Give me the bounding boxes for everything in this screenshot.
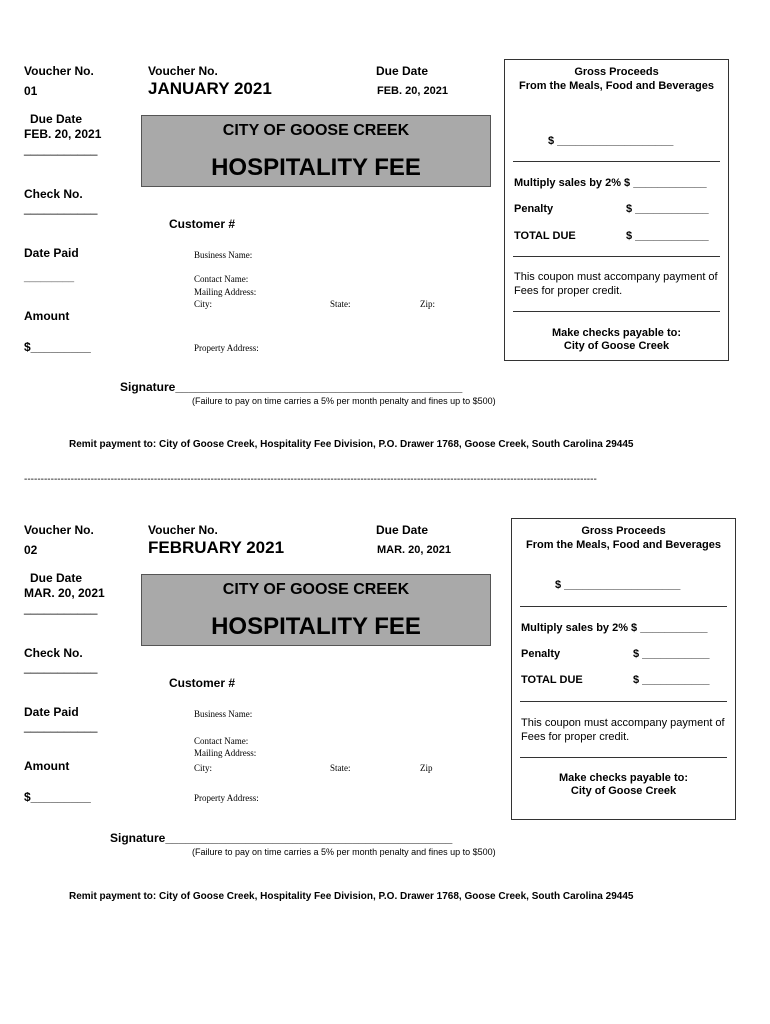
customer-label: Customer # [169, 217, 236, 231]
penalty-label: Penalty [521, 648, 561, 660]
gross-proceeds-title: Gross Proceeds [581, 525, 666, 537]
gross-proceeds-box [511, 518, 736, 820]
due-date-label: Due Date [376, 64, 429, 78]
make-checks-label: Make checks payable to: [551, 327, 681, 339]
gross-line[interactable]: $ ___________________ [548, 135, 674, 147]
gross-proceeds-sub: From the Meals, Food and Beverages [526, 539, 721, 551]
date-paid-label: Date Paid [24, 705, 79, 719]
left-due-date: FEB. 20, 2021 [24, 127, 102, 141]
divider [513, 311, 720, 312]
signature-line[interactable]: Signature___________________________________________ [110, 831, 453, 845]
multiply-label[interactable]: Multiply sales by 2% $ ___________ [521, 622, 708, 634]
make-checks-label: Make checks payable to: [558, 772, 688, 784]
multiply-label[interactable]: Multiply sales by 2% $ ____________ [514, 177, 707, 189]
voucher-month: FEBRUARY 2021 [148, 538, 285, 557]
voucher-month: JANUARY 2021 [148, 79, 272, 98]
voucher-no-label-2: Voucher No. [148, 64, 218, 78]
zip-label: Zip [420, 763, 433, 773]
city-label: City: [194, 763, 213, 773]
property-address-label: Property Address: [194, 343, 259, 353]
due-date-underline: ___________ [24, 142, 98, 156]
divider [513, 256, 720, 257]
divider [513, 161, 720, 162]
business-name-label: Business Name: [194, 709, 253, 719]
check-no-line[interactable]: ___________ [24, 660, 98, 674]
total-due-line[interactable]: $ ____________ [626, 230, 709, 242]
gross-proceeds-box [504, 59, 729, 361]
amount-label: Amount [24, 309, 70, 323]
check-no-label: Check No. [24, 646, 83, 660]
voucher-no: 01 [24, 84, 38, 98]
date-paid-line[interactable]: ___________ [24, 719, 98, 733]
left-due-date: MAR. 20, 2021 [24, 586, 105, 600]
city-title: CITY OF GOOSE CREEK [222, 122, 410, 139]
cut-line: ---------------------------------------------------------------------------------------------------------------------------------------------------------------------------- [24, 474, 597, 485]
fee-title: HOSPITALITY FEE [211, 613, 421, 640]
amount-label: Amount [24, 759, 70, 773]
title-banner [141, 115, 491, 187]
divider [520, 606, 727, 607]
property-address-label: Property Address: [194, 793, 259, 803]
voucher-no-label: Voucher No. [24, 64, 94, 78]
business-name-label: Business Name: [194, 250, 253, 260]
divider [520, 701, 727, 702]
voucher-no-label-2: Voucher No. [148, 523, 218, 537]
failure-note: (Failure to pay on time carries a 5% per month penalty and fines up to $500) [192, 396, 496, 406]
amount-line[interactable]: $_________ [24, 340, 91, 354]
mailing-address-label: Mailing Address: [194, 287, 257, 297]
date-paid-line[interactable]: _________ [24, 272, 75, 283]
check-no-label: Check No. [24, 187, 83, 201]
check-no-line[interactable]: ___________ [24, 201, 98, 215]
voucher-no-label: Voucher No. [24, 523, 94, 537]
due-date-label: Due Date [376, 523, 429, 537]
contact-name-label: Contact Name: [194, 274, 249, 284]
divider [520, 757, 727, 758]
remit-text: Remit payment to: City of Goose Creek, Hospitality Fee Division, P.O. Drawer 1768, Goose Creek, South Carolina 29445 [69, 439, 634, 450]
penalty-line[interactable]: $ ____________ [626, 203, 709, 215]
fee-title: HOSPITALITY FEE [211, 154, 421, 181]
voucher-02 [0, 459, 770, 902]
gross-proceeds-sub: From the Meals, Food and Beverages [519, 80, 714, 92]
total-due-line[interactable]: $ ___________ [633, 674, 710, 686]
gross-proceeds-title: Gross Proceeds [574, 66, 659, 78]
due-date: FEB. 20, 2021 [377, 85, 448, 97]
contact-name-label: Contact Name: [194, 736, 249, 746]
failure-note: (Failure to pay on time carries a 5% per month penalty and fines up to $500) [192, 847, 496, 857]
gross-line[interactable]: $ ___________________ [555, 579, 681, 591]
total-due-label: TOTAL DUE [521, 674, 583, 686]
penalty-line[interactable]: $ ___________ [633, 648, 710, 660]
due-date-underline: ___________ [24, 601, 98, 615]
zip-label: Zip: [420, 299, 435, 309]
left-due-date-label: Due Date [30, 571, 83, 585]
city-label: City: [194, 299, 213, 309]
state-label: State: [330, 299, 351, 309]
date-paid-label: Date Paid [24, 246, 79, 260]
coupon-note: This coupon must accompany payment of Fees for proper credit. [514, 271, 718, 297]
make-checks-payee: City of Goose Creek [570, 785, 677, 797]
customer-label: Customer # [169, 676, 236, 690]
left-due-date-label: Due Date [30, 112, 83, 126]
coupon-note: This coupon must accompany payment of Fees for proper credit. [521, 717, 725, 743]
amount-line[interactable]: $_________ [24, 790, 91, 804]
make-checks-payee: City of Goose Creek [563, 340, 670, 352]
city-title: CITY OF GOOSE CREEK [222, 581, 410, 598]
voucher-01 [0, 0, 770, 450]
remit-text: Remit payment to: City of Goose Creek, Hospitality Fee Division, P.O. Drawer 1768, Goose Creek, South Carolina 29445 [69, 891, 634, 902]
signature-line[interactable]: Signature___________________________________________ [120, 380, 463, 394]
title-banner [141, 574, 491, 646]
voucher-no: 02 [24, 543, 38, 557]
penalty-label: Penalty [514, 203, 554, 215]
state-label: State: [330, 763, 351, 773]
mailing-address-label: Mailing Address: [194, 748, 257, 758]
total-due-label: TOTAL DUE [514, 230, 576, 242]
due-date: MAR. 20, 2021 [377, 544, 451, 556]
